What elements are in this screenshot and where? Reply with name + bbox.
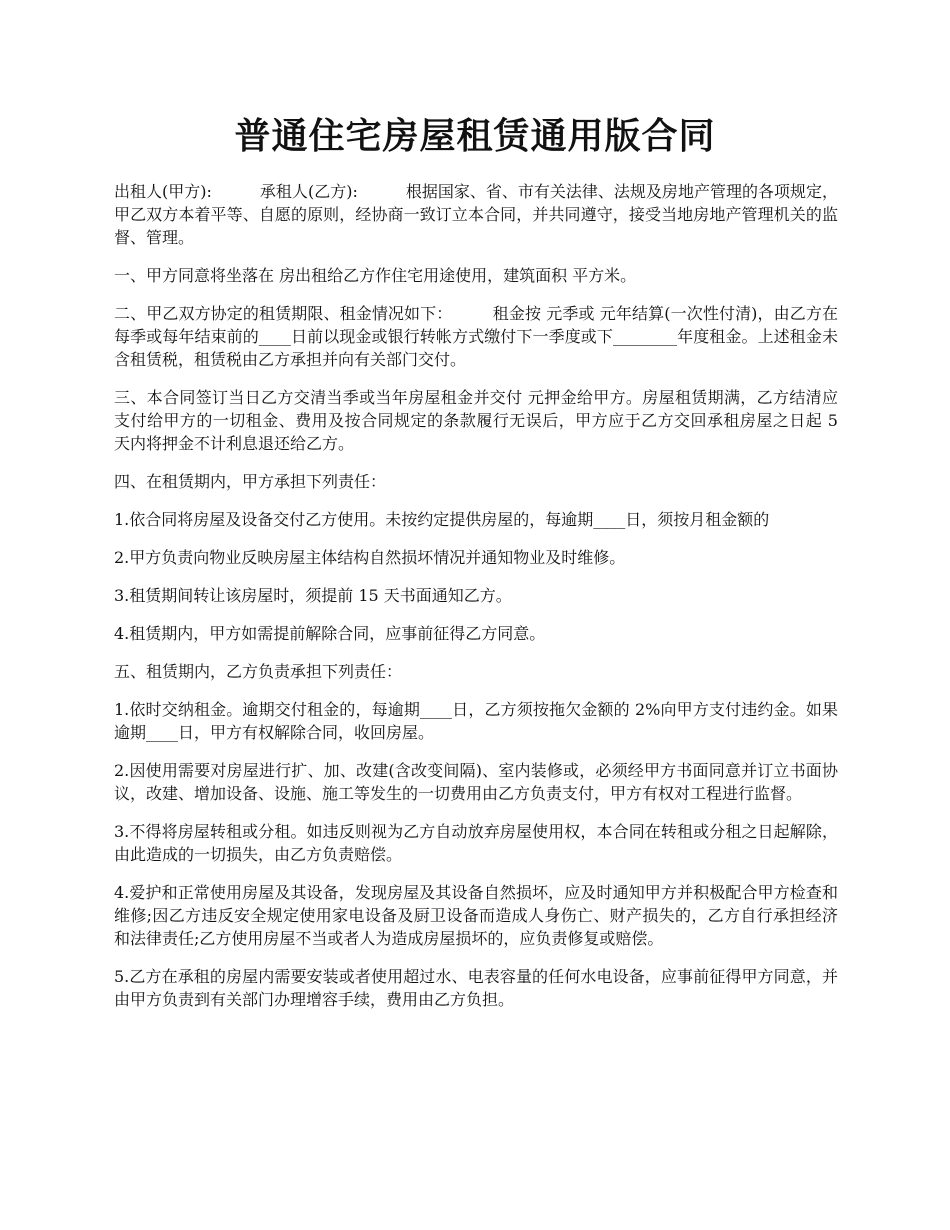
paragraph-clause-5-item-5: 5.乙方在承租的房屋内需要安装或者使用超过水、电表容量的任何水电设备，应事前征得甲方同意，并由甲方负责到有关部门办理增容手续，费用由乙方负担。 [114,967,838,1009]
paragraph-clause-4-item-1: 1.依合同将房屋及设备交付乙方使用。未按约定提供房屋的，每逾期____日，须按月租金额的 [114,510,770,529]
paragraph-clause-1-premises: 一、甲方同意将坐落在 房出租给乙方作住宅用途使用，建筑面积 平方米。 [114,266,637,285]
paragraph-parties-preamble: 出租人(甲方): 承租人(乙方): 根据国家、省、市有关法律、法规及房地产管理的各项规定，甲乙双方本着平等、自愿的原则，经协商一致订立本合同，并共同遵守，接受当地房地产管理机关的监督、管理。 [114,182,838,247]
document-title: 普通住宅房屋租赁通用版合同 [234,115,716,157]
paragraph-clause-5-item-2: 2.因使用需要对房屋进行扩、加、改建(含改变间隔)、室内装修或，必须经甲方书面同意并订立书面协议，改建、增加设备、设施、施工等发生的一切费用由乙方负责支付，甲方有权对工程进行监督。 [114,761,838,803]
paragraph-clause-4-heading: 四、在租赁期内，甲方承担下列责任： [114,472,387,491]
paragraph-clause-4-item-4: 4.租赁期内，甲方如需提前解除合同，应事前征得乙方同意。 [114,624,546,643]
paragraph-clause-4-item-3: 3.租赁期间转让该房屋时，须提前 15 天书面通知乙方。 [114,586,512,605]
paragraph-clause-5-item-1: 1.依时交纳租金。逾期交付租金的，每逾期____日，乙方须按拖欠金额的 2%向甲方支付违约金。如果逾期____日，甲方有权解除合同，收回房屋。 [114,700,838,742]
paragraph-clause-3-deposit: 三、本合同签订当日乙方交清当季或当年房屋租金并交付 元押金给甲方。房屋租赁期满，乙方结清应支付给甲方的一切租金、费用及按合同规定的条款履行无误后，甲方应于乙方交回承租房屋之日起 5 天内将押金不计利息退还给乙方。 [114,388,838,453]
paragraph-clause-2-term-rent: 二、甲乙双方协定的租赁期限、租金情况如下： 租金按 元季或 元年结算(一次性付清)，由乙方在每季或每年结束前的____日前以现金或银行转帐方式缴付下一季度或下________年度租金。上述租金未含租赁税，租赁税由乙方承担并向有关部门交付。 [114,304,838,369]
paragraph-clause-5-heading: 五、租赁期内，乙方负责承担下列责任： [114,662,403,681]
paragraph-clause-4-item-2: 2.甲方负责向物业反映房屋主体结构自然损坏情况并通知物业及时维修。 [114,548,626,567]
document-body [114,180,838,1026]
paragraph-clause-5-item-3: 3.不得将房屋转租或分租。如违反则视为乙方自动放弃房屋使用权，本合同在转租或分租之日起解除，由此造成的一切损失，由乙方负责赔偿。 [114,822,838,864]
paragraph-clause-5-item-4: 4.爱护和正常使用房屋及其设备，发现房屋及其设备自然损坏，应及时通知甲方并积极配合甲方检查和维修;因乙方违反安全规定使用家电设备及厨卫设备而造成人身伤亡、财产损失的，乙方自行承担经济和法律责任;乙方使用房屋不当或者人为造成房屋损坏的，应负责修复或赔偿。 [114,883,838,948]
